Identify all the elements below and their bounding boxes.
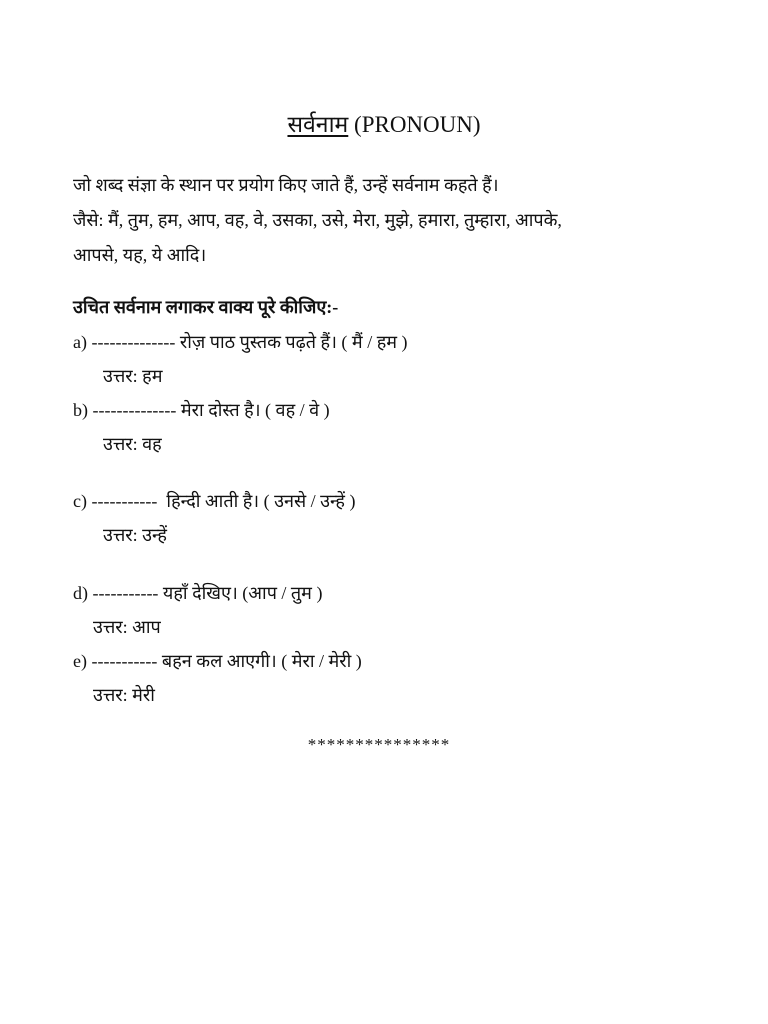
answer-d: उत्तर: आप: [93, 617, 161, 637]
exercise-instruction: उचित सर्वनाम लगाकर वाक्य पूरे कीजिए:-: [73, 297, 339, 317]
examples-line-2: आपसे, यह, ये आदि।: [73, 245, 207, 265]
answer-e: उत्तर: मेरी: [93, 685, 155, 705]
answer-c: उत्तर: उन्हें: [103, 525, 167, 545]
intro-paragraph: [73, 168, 713, 273]
page-title: [0, 110, 768, 140]
question-e: e) ----------- बहन कल आएगी। ( मेरा / मेरी ): [73, 651, 362, 671]
examples-line-1: जैसे: मैं, तुम, हम, आप, वह, वे, उसका, उसे, मेरा, मुझे, हमारा, तुम्हारा, आपके,: [73, 210, 562, 230]
title-hindi: सर्वनाम: [287, 112, 349, 137]
question-d: d) ----------- यहाँ देखिए। (आप / तुम ): [73, 583, 323, 603]
footer-divider-stars: ***************: [307, 735, 451, 754]
title-english: (PRONOUN): [354, 112, 481, 137]
answer-b: उत्तर: वह: [103, 434, 162, 454]
answer-a: उत्तर: हम: [103, 366, 163, 386]
question-a: a) -------------- रोज़ पाठ पुस्तक पढ़ते हैं। ( मैं / हम ): [73, 332, 408, 352]
definition-text: जो शब्द संज्ञा के स्थान पर प्रयोग किए जाते हैं, उन्हें सर्वनाम कहते हैं।: [73, 175, 499, 195]
question-b: b) -------------- मेरा दोस्त है। ( वह / वे ): [73, 400, 330, 420]
question-c: c) ----------- हिन्दी आती है। ( उनसे / उन्हें ): [73, 491, 356, 511]
